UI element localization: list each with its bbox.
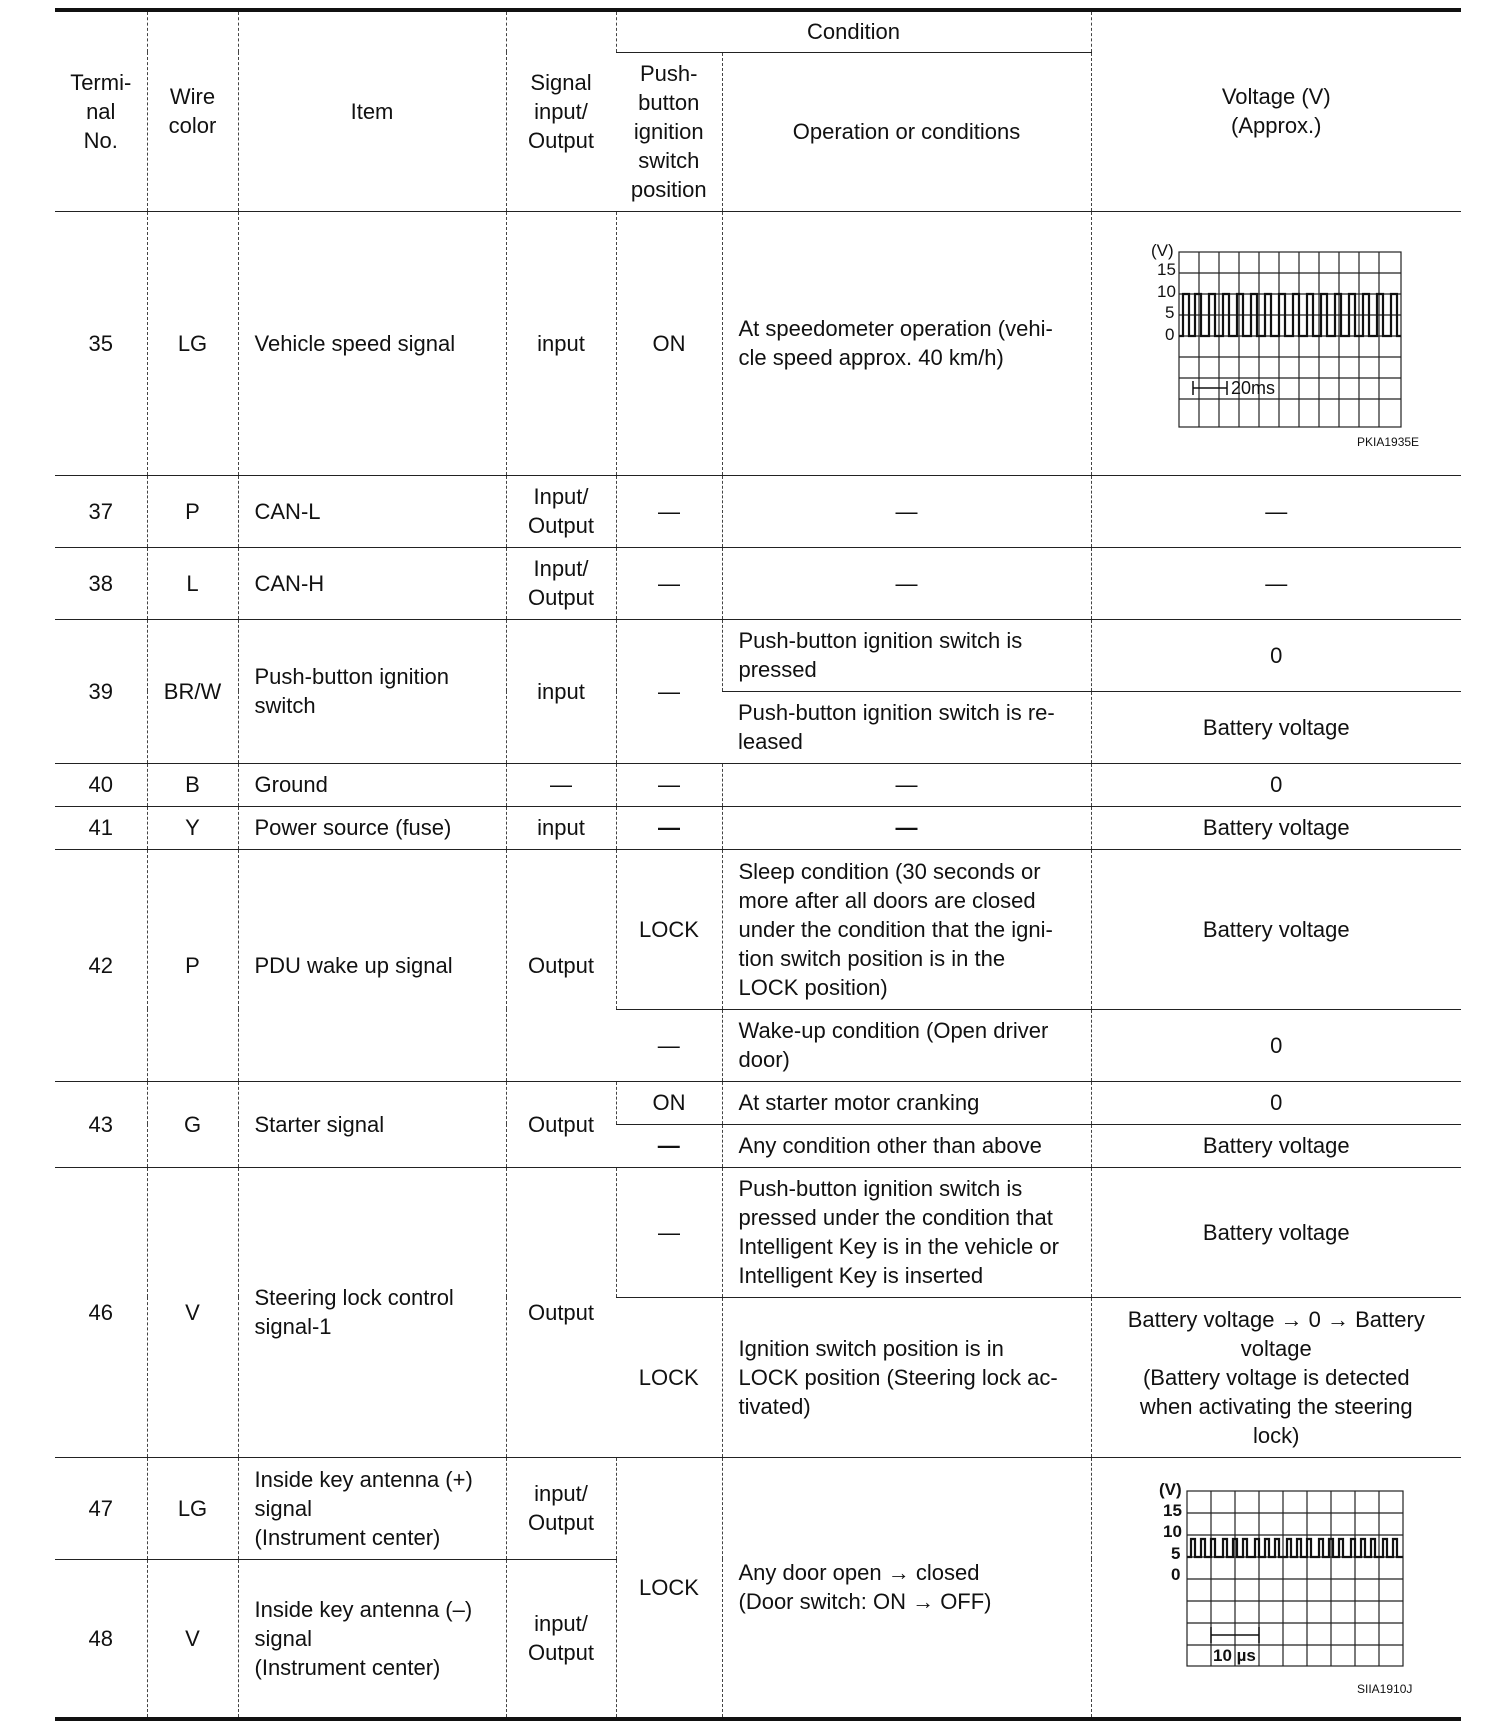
operation-cell: Push-button ignition switch is re- leased: [722, 691, 1091, 763]
waveform-tick: 0: [1171, 1564, 1181, 1584]
waveform-unit-label: (V): [1151, 240, 1174, 260]
table-row-42: [55, 849, 1461, 1009]
voltage-cell: Battery voltage: [1091, 1167, 1461, 1297]
waveform-antenna-signal: [1131, 1475, 1421, 1700]
io-cell: Output: [506, 1167, 616, 1457]
header-operation: Operation or conditions: [722, 52, 1091, 211]
figure-code: SIIA1910J: [1357, 1681, 1413, 1696]
wire-color-cell: LG: [147, 1457, 238, 1559]
io-cell: input/ Output: [506, 1559, 616, 1719]
header-terminal-no: Termi- nal No.: [55, 10, 147, 211]
table-row-37: [55, 475, 1461, 547]
voltage-waveform-cell: [1091, 211, 1461, 475]
io-cell: Output: [506, 1081, 616, 1167]
position-cell: ON: [616, 1081, 722, 1124]
wire-color-cell: BR/W: [147, 619, 238, 763]
position-cell: —: [616, 1124, 722, 1167]
timebase-label: 20ms: [1231, 377, 1276, 398]
header-wire-color: Wire color: [147, 10, 238, 211]
terminal-cell: 42: [55, 849, 147, 1081]
terminal-cell: 48: [55, 1559, 147, 1719]
wire-color-cell: B: [147, 763, 238, 806]
position-cell: LOCK: [616, 1457, 722, 1719]
terminal-table-container: [55, 8, 1461, 1721]
io-cell: Input/ Output: [506, 547, 616, 619]
position-cell: —: [616, 763, 722, 806]
operation-cell: Ignition switch position is in LOCK position (Steering lock ac- tivated): [722, 1297, 1091, 1457]
voltage-waveform-cell: [1091, 1457, 1461, 1719]
table-row-46: [55, 1167, 1461, 1297]
table-row-43: [55, 1081, 1461, 1124]
item-cell: Starter signal: [238, 1081, 506, 1167]
operation-cell: Any condition other than above: [722, 1124, 1091, 1167]
voltage-cell: 0: [1091, 1081, 1461, 1124]
item-cell: Inside key antenna (+) signal (Instrument center): [238, 1457, 506, 1559]
table-row-39: [55, 619, 1461, 691]
table-row-47: [55, 1457, 1461, 1559]
waveform-tick: 10: [1157, 281, 1177, 301]
item-cell: Power source (fuse): [238, 806, 506, 849]
waveform-tick: 0: [1165, 324, 1175, 344]
position-cell: —: [616, 806, 722, 849]
voltage-cell: —: [1091, 475, 1461, 547]
operation-cell: —: [722, 547, 1091, 619]
waveform-tick: 15: [1163, 1500, 1183, 1520]
voltage-cell: 0: [1091, 619, 1461, 691]
table-row-40: [55, 763, 1461, 806]
operation-cell: Any door open → closed (Door switch: ON → OFF): [722, 1457, 1091, 1719]
position-cell: LOCK: [616, 1297, 722, 1457]
header-condition: Condition: [616, 10, 1091, 52]
header-voltage: Voltage (V) (Approx.): [1091, 10, 1461, 211]
item-cell: Push-button ignition switch: [238, 619, 506, 763]
position-cell: —: [616, 475, 722, 547]
waveform-speed-signal: [1131, 236, 1421, 451]
voltage-cell: Battery voltage: [1091, 691, 1461, 763]
position-cell: —: [616, 547, 722, 619]
figure-code: PKIA1935E: [1357, 434, 1420, 449]
voltage-cell: 0: [1091, 763, 1461, 806]
terminal-cell: 38: [55, 547, 147, 619]
wire-color-cell: V: [147, 1167, 238, 1457]
terminal-table: [55, 8, 1461, 1721]
operation-cell: —: [722, 475, 1091, 547]
position-cell: —: [616, 1167, 722, 1297]
operation-cell: At starter motor cranking: [722, 1081, 1091, 1124]
io-cell: Input/ Output: [506, 475, 616, 547]
voltage-cell: Battery voltage: [1091, 849, 1461, 1009]
terminal-cell: 47: [55, 1457, 147, 1559]
wire-color-cell: Y: [147, 806, 238, 849]
voltage-cell: —: [1091, 547, 1461, 619]
item-cell: Vehicle speed signal: [238, 211, 506, 475]
position-cell: ON: [616, 211, 722, 475]
position-cell: LOCK: [616, 849, 722, 1009]
waveform-unit-label: (V): [1159, 1479, 1182, 1499]
waveform-tick: 5: [1171, 1543, 1181, 1563]
operation-cell: —: [722, 806, 1091, 849]
io-cell: Output: [506, 849, 616, 1081]
operation-cell: At speedometer operation (vehi- cle speed approx. 40 km/h): [722, 211, 1091, 475]
wire-color-cell: L: [147, 547, 238, 619]
table-row-41: [55, 806, 1461, 849]
item-cell: CAN-H: [238, 547, 506, 619]
operation-cell: Push-button ignition switch is pressed under the condition that Intelligent Key is in the vehicle or Intelligent Key is inserted: [722, 1167, 1091, 1297]
waveform-tick: 15: [1157, 259, 1177, 279]
item-cell: PDU wake up signal: [238, 849, 506, 1081]
item-cell: Ground: [238, 763, 506, 806]
voltage-cell: Battery voltage: [1091, 1124, 1461, 1167]
table-row-38: [55, 547, 1461, 619]
operation-cell: Wake-up condition (Open driver door): [722, 1009, 1091, 1081]
header-signal-io: Signal input/ Output: [506, 10, 616, 211]
operation-cell: Push-button ignition switch is pressed: [722, 619, 1091, 691]
table-row-35: [55, 211, 1461, 475]
voltage-cell: Battery voltage → 0 → Battery voltage (Battery voltage is detected when activating the steering lock): [1091, 1297, 1461, 1457]
operation-cell: Sleep condition (30 seconds or more after all doors are closed under the condition that the igni- tion switch position is in the LOCK position): [722, 849, 1091, 1009]
header-push-button-position: Push- button ignition switch position: [616, 52, 722, 211]
waveform-tick: 10: [1163, 1521, 1183, 1541]
io-cell: input: [506, 806, 616, 849]
terminal-cell: 43: [55, 1081, 147, 1167]
timebase-label: 10 µs: [1213, 1645, 1257, 1665]
item-cell: Inside key antenna (–) signal (Instrument center): [238, 1559, 506, 1719]
terminal-cell: 35: [55, 211, 147, 475]
terminal-cell: 39: [55, 619, 147, 763]
terminal-cell: 37: [55, 475, 147, 547]
operation-cell: —: [722, 763, 1091, 806]
io-cell: input: [506, 211, 616, 475]
wire-color-cell: V: [147, 1559, 238, 1719]
terminal-cell: 41: [55, 806, 147, 849]
io-cell: input: [506, 619, 616, 763]
io-cell: input/ Output: [506, 1457, 616, 1559]
wire-color-cell: G: [147, 1081, 238, 1167]
terminal-cell: 40: [55, 763, 147, 806]
waveform-trace: [1187, 1539, 1403, 1557]
terminal-cell: 46: [55, 1167, 147, 1457]
wire-color-cell: P: [147, 849, 238, 1081]
position-cell: —: [616, 1009, 722, 1081]
timebase-marker: [1193, 381, 1227, 395]
io-cell: —: [506, 763, 616, 806]
waveform-tick: 5: [1165, 302, 1175, 322]
wire-color-cell: LG: [147, 211, 238, 475]
header-item: Item: [238, 10, 506, 211]
waveform-grid: [1179, 252, 1401, 427]
voltage-cell: 0: [1091, 1009, 1461, 1081]
header-row-1: [55, 10, 1461, 52]
item-cell: Steering lock control signal-1: [238, 1167, 506, 1457]
voltage-cell: Battery voltage: [1091, 806, 1461, 849]
wire-color-cell: P: [147, 475, 238, 547]
position-cell: —: [616, 619, 722, 763]
item-cell: CAN-L: [238, 475, 506, 547]
waveform-grid: [1187, 1491, 1403, 1666]
